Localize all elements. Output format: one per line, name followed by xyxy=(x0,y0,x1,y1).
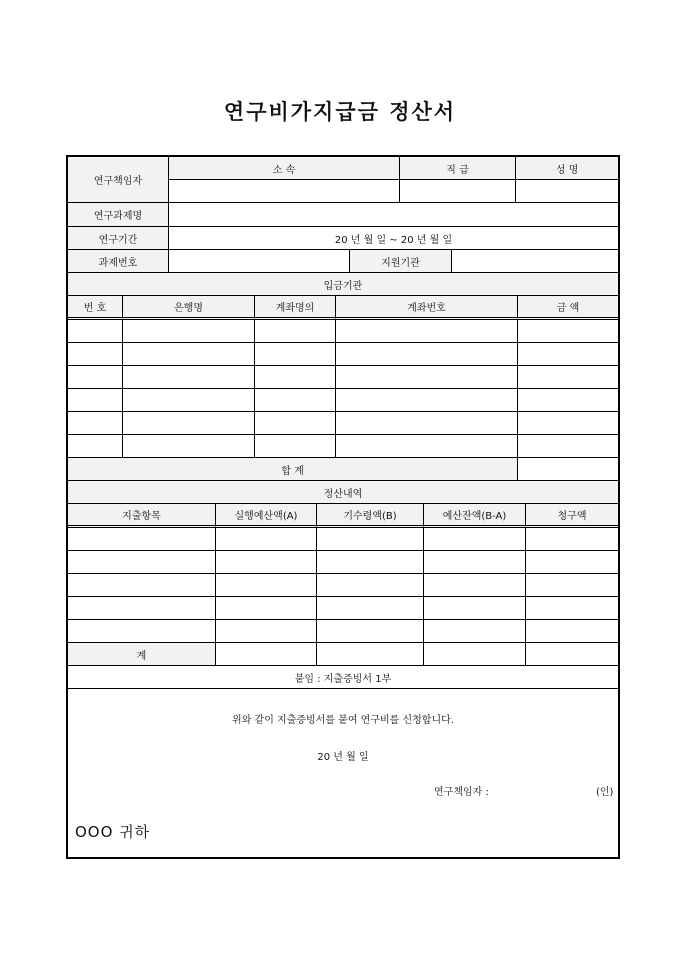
deposit-cell[interactable] xyxy=(336,412,518,435)
settlement-total-claim[interactable] xyxy=(526,643,618,666)
settlement-cell[interactable] xyxy=(68,574,216,597)
deposit-cell[interactable] xyxy=(336,435,518,458)
settlement-form xyxy=(66,155,620,859)
deposit-cell[interactable] xyxy=(123,435,255,458)
rank-field[interactable] xyxy=(400,180,516,203)
settlement-cell[interactable] xyxy=(424,597,526,620)
researcher-label: 연구책임자 xyxy=(68,157,169,203)
funding-org-field[interactable] xyxy=(452,250,618,273)
affiliation-header: 소 속 xyxy=(169,157,400,180)
deposit-cell[interactable] xyxy=(255,435,336,458)
signer-label: 연구책임자 : xyxy=(434,787,489,798)
deposit-section-header: 입금기관 xyxy=(68,273,618,296)
deposit-cell[interactable] xyxy=(68,320,123,343)
deposit-cell[interactable] xyxy=(68,412,123,435)
deposit-cell[interactable] xyxy=(255,343,336,366)
deposit-cell[interactable] xyxy=(518,343,618,366)
settlement-cell[interactable] xyxy=(68,528,216,551)
deposit-cell[interactable] xyxy=(255,412,336,435)
deposit-cell[interactable] xyxy=(518,435,618,458)
addressee: OOO 귀하 xyxy=(75,823,151,841)
deposit-cell[interactable] xyxy=(68,343,123,366)
settlement-header-balance: 예산잔액(B-A) xyxy=(424,504,526,528)
attachment-note: 붙임 : 지출증빙서 1부 xyxy=(68,666,618,689)
date-line: 20 년 월 일 xyxy=(317,752,369,763)
affiliation-field[interactable] xyxy=(169,180,400,203)
settlement-cell[interactable] xyxy=(216,620,317,643)
deposit-cell[interactable] xyxy=(123,389,255,412)
project-title-field[interactable] xyxy=(169,203,618,227)
deposit-header-amount: 금 액 xyxy=(518,296,618,320)
settlement-cell[interactable] xyxy=(317,551,424,574)
project-no-field[interactable] xyxy=(169,250,350,273)
seal-label: (인) xyxy=(596,787,614,798)
project-no-label: 과제번호 xyxy=(68,250,169,273)
deposit-cell[interactable] xyxy=(336,366,518,389)
settlement-cell[interactable] xyxy=(424,574,526,597)
settlement-total-budget[interactable] xyxy=(216,643,317,666)
period-label: 연구기간 xyxy=(68,227,169,250)
settlement-total-balance[interactable] xyxy=(424,643,526,666)
settlement-header-received: 기수령액(B) xyxy=(317,504,424,528)
settlement-cell[interactable] xyxy=(526,620,618,643)
deposit-cell[interactable] xyxy=(336,343,518,366)
deposit-cell[interactable] xyxy=(123,366,255,389)
settlement-cell[interactable] xyxy=(526,597,618,620)
deposit-header-holder: 계좌명의 xyxy=(255,296,336,320)
settlement-cell[interactable] xyxy=(216,528,317,551)
settlement-cell[interactable] xyxy=(424,551,526,574)
settlement-cell[interactable] xyxy=(317,574,424,597)
deposit-cell[interactable] xyxy=(518,412,618,435)
deposit-cell[interactable] xyxy=(123,412,255,435)
deposit-cell[interactable] xyxy=(336,389,518,412)
settlement-total-received[interactable] xyxy=(317,643,424,666)
settlement-cell[interactable] xyxy=(216,597,317,620)
rank-header: 직 급 xyxy=(400,157,516,180)
settlement-cell[interactable] xyxy=(216,574,317,597)
settlement-cell[interactable] xyxy=(424,528,526,551)
declaration-text: 위와 같이 지출증빙서를 붙여 연구비를 신청합니다. xyxy=(232,715,454,726)
deposit-cell[interactable] xyxy=(255,320,336,343)
settlement-cell[interactable] xyxy=(317,528,424,551)
deposit-cell[interactable] xyxy=(68,366,123,389)
name-header: 성 명 xyxy=(516,157,618,180)
settlement-cell[interactable] xyxy=(526,551,618,574)
settlement-cell[interactable] xyxy=(424,620,526,643)
deposit-total-field[interactable] xyxy=(518,458,618,481)
settlement-cell[interactable] xyxy=(68,551,216,574)
settlement-header-budget: 실행예산액(A) xyxy=(216,504,317,528)
document-title: 연구비가지급금 정산서 xyxy=(223,100,457,124)
settlement-cell[interactable] xyxy=(526,574,618,597)
project-title-label: 연구과제명 xyxy=(68,203,169,227)
deposit-cell[interactable] xyxy=(518,366,618,389)
settlement-cell[interactable] xyxy=(317,620,424,643)
deposit-cell[interactable] xyxy=(336,320,518,343)
deposit-cell[interactable] xyxy=(518,320,618,343)
name-field[interactable] xyxy=(516,180,618,203)
deposit-cell[interactable] xyxy=(255,366,336,389)
settlement-cell[interactable] xyxy=(317,597,424,620)
settlement-cell[interactable] xyxy=(68,620,216,643)
settlement-header-item: 지출항목 xyxy=(68,504,216,528)
deposit-cell[interactable] xyxy=(68,435,123,458)
deposit-cell[interactable] xyxy=(518,389,618,412)
deposit-cell[interactable] xyxy=(255,389,336,412)
settlement-cell[interactable] xyxy=(526,528,618,551)
deposit-header-account: 계좌번호 xyxy=(336,296,518,320)
deposit-header-bank: 은행명 xyxy=(123,296,255,320)
settlement-cell[interactable] xyxy=(68,597,216,620)
funding-org-label: 지원기관 xyxy=(350,250,452,273)
deposit-cell[interactable] xyxy=(68,389,123,412)
settlement-cell[interactable] xyxy=(216,551,317,574)
settlement-total-label: 계 xyxy=(68,643,216,666)
deposit-cell[interactable] xyxy=(123,343,255,366)
settlement-header-claim: 청구액 xyxy=(526,504,618,528)
settlement-section-header: 정산내역 xyxy=(68,481,618,504)
deposit-total-label: 합 계 xyxy=(68,458,518,481)
period-field[interactable]: 20 년 월 일 ~ 20 년 월 일 xyxy=(169,227,618,250)
deposit-cell[interactable] xyxy=(123,320,255,343)
deposit-header-no: 번 호 xyxy=(68,296,123,320)
